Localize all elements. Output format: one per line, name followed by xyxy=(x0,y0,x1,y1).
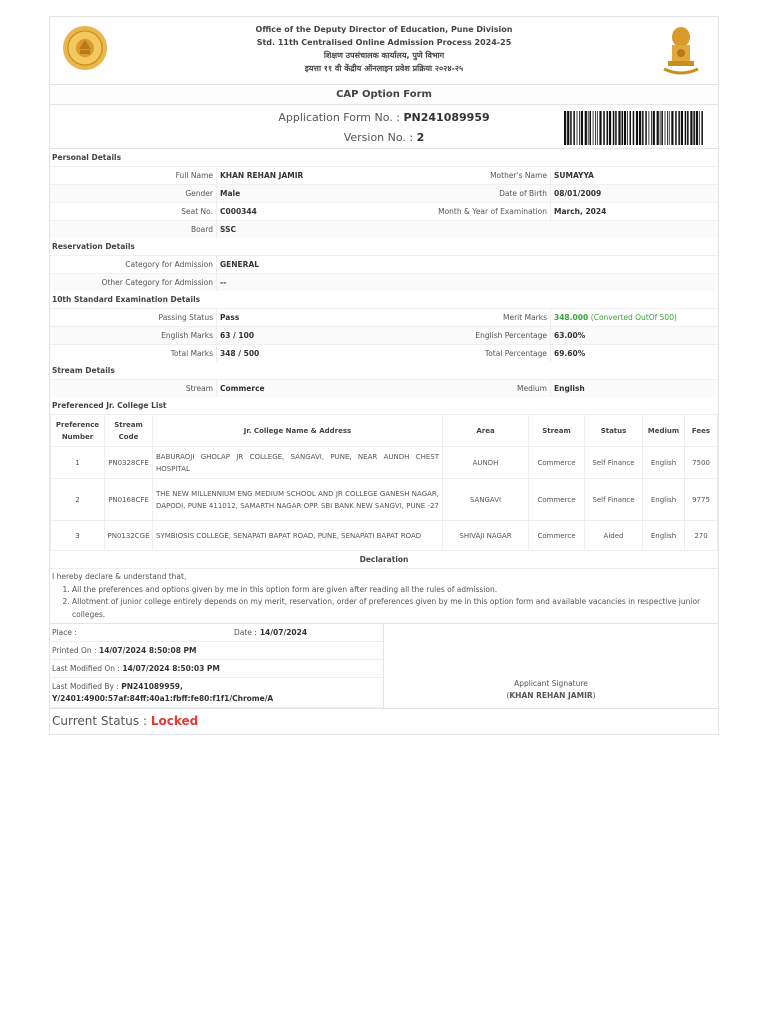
barcode-bar xyxy=(590,111,592,145)
stream: Commerce xyxy=(529,447,585,479)
barcode-bar xyxy=(633,111,635,145)
dob-label: Date of Birth xyxy=(499,189,547,198)
english-percentage-value: 63.00% xyxy=(550,327,718,344)
signature-label: Applicant Signature xyxy=(514,679,588,688)
table-row xyxy=(51,479,718,521)
barcode xyxy=(564,111,706,145)
barcode-bar xyxy=(653,111,655,145)
declaration-point-1: 1. All the preferences and options given by me in this option form are given after reading all the rules of admission. xyxy=(72,584,716,597)
barcode-bar xyxy=(577,111,578,145)
merit-marks-label: Merit Marks xyxy=(503,313,547,322)
modified-by-agent: Y/2401:4900:57af:84ff:40a1:fbff:fe80:f1f1/Chrome/A xyxy=(52,694,274,703)
signature-block xyxy=(384,678,718,702)
col-area: Area xyxy=(443,415,529,447)
signature-name: KHAN REHAN JAMIR xyxy=(509,691,593,700)
status-label: Current Status : xyxy=(52,714,147,728)
area: AUNDH xyxy=(443,447,529,479)
barcode-bar xyxy=(630,111,632,145)
barcode-bar xyxy=(660,111,661,145)
barcode-bar xyxy=(678,111,680,145)
english-percentage-label: English Percentage xyxy=(475,331,547,340)
barcode-bar xyxy=(639,111,641,145)
status: Self Finance xyxy=(585,447,643,479)
printed-on-label: Printed On : xyxy=(52,646,97,655)
medium-label: Medium xyxy=(517,384,547,393)
category-label: Category for Admission xyxy=(125,260,213,269)
passing-status-value: Pass xyxy=(216,309,386,326)
col-fees: Fees xyxy=(685,415,718,447)
passing-status-label: Passing Status xyxy=(158,313,213,322)
personal-row-4 xyxy=(50,220,718,238)
exam10-row-2 xyxy=(50,326,718,344)
form-header xyxy=(50,17,718,85)
application-number: PN241089959 xyxy=(403,111,490,124)
version-number: 2 xyxy=(416,131,425,144)
stream-value: Commerce xyxy=(216,380,386,397)
personal-row-1 xyxy=(50,166,718,184)
declaration-title: Declaration xyxy=(50,551,718,569)
place-label: Place : xyxy=(52,628,77,637)
footer-left xyxy=(50,624,384,708)
barcode-bar xyxy=(593,111,594,145)
ashoka-emblem-icon xyxy=(658,23,704,77)
header-line-4: इयत्ता ११ वी केंद्रीय ऑनलाइन प्रवेश प्रक्रिया २०२४-२५ xyxy=(304,64,464,73)
signature-name-line: (KHAN REHAN JAMIR) xyxy=(506,691,596,700)
stream-row xyxy=(50,379,718,397)
barcode-bar xyxy=(693,111,695,145)
barcode-bar xyxy=(599,111,601,145)
merit-note: (Converted OutOf 500) xyxy=(590,313,677,322)
barcode-bar xyxy=(701,111,703,145)
date-label: Date : xyxy=(234,628,257,637)
barcode-bar xyxy=(622,111,624,145)
full-name-value: KHAN REHAN JAMIR xyxy=(216,167,386,184)
date-value: 14/07/2024 xyxy=(259,628,308,637)
modified-by-value: PN241089959, xyxy=(121,682,183,691)
status: Aided xyxy=(585,521,643,551)
barcode-bar xyxy=(618,111,620,145)
cap-option-form xyxy=(49,16,719,735)
col-status: Status xyxy=(585,415,643,447)
barcode-bar xyxy=(607,111,609,145)
col-college-name: Jr. College Name & Address xyxy=(153,415,443,447)
mother-name-value: SUMAYYA xyxy=(550,167,718,184)
barcode-bar xyxy=(585,111,587,145)
barcode-bar xyxy=(613,111,615,145)
area: SHIVAJI NAGAR xyxy=(443,521,529,551)
stream-code: PN0328CFE xyxy=(105,447,153,479)
modified-on-line xyxy=(50,660,383,678)
header-line-3: शिक्षण उपसंचालक कार्यालय, पुणे विभाग xyxy=(323,51,445,60)
barcode-bar xyxy=(681,111,683,145)
declaration-points xyxy=(52,584,716,622)
barcode-bar xyxy=(661,111,663,145)
barcode-bar xyxy=(624,111,626,145)
barcode-bar xyxy=(581,111,583,145)
seat-label: Seat No. xyxy=(181,207,213,216)
form-footer xyxy=(50,623,718,708)
stream: Commerce xyxy=(529,479,585,521)
merit-marks-value xyxy=(550,309,718,326)
medium-value: English xyxy=(550,380,718,397)
reservation-row-1 xyxy=(50,255,718,273)
stream-code: PN0168CFE xyxy=(105,479,153,521)
declaration-point-2: 2. Allotment of junior college entirely depends on my merit, reservation, order of preferences given by me in this option form and available vacancies in respective junior colleges. xyxy=(72,596,716,621)
other-category-value: -- xyxy=(216,274,718,291)
fees: 270 xyxy=(685,521,718,551)
exam-label: Month & Year of Examination xyxy=(438,207,547,216)
exam10-row-1 xyxy=(50,308,718,326)
col-preference-number: Preference Number xyxy=(51,415,105,447)
modified-on-value: 14/07/2024 8:50:03 PM xyxy=(122,664,220,673)
stream-label: Stream xyxy=(185,384,213,393)
stream-code: PN0132CGE xyxy=(105,521,153,551)
barcode-bar xyxy=(685,111,687,145)
application-number-label: Application Form No. : xyxy=(278,111,400,124)
total-percentage-label: Total Percentage xyxy=(484,349,547,358)
college-list-heading: Preferenced Jr. College List xyxy=(52,401,167,410)
other-category-label: Other Category for Admission xyxy=(101,278,213,287)
modified-by-line xyxy=(50,678,383,708)
medium: English xyxy=(643,521,685,551)
english-marks-value: 63 / 100 xyxy=(216,327,386,344)
exam-value: March, 2024 xyxy=(550,203,718,220)
barcode-bar xyxy=(690,111,692,145)
college-name: BABURAOJI GHOLAP JR COLLEGE, SANGAVI, PUNE, NEAR AUNDH CHEST HOSPITAL xyxy=(153,447,443,479)
personal-row-2 xyxy=(50,184,718,202)
barcode-bar xyxy=(627,111,628,145)
stream-details-heading: Stream Details xyxy=(52,366,115,375)
total-marks-label: Total Marks xyxy=(170,349,213,358)
college-preference-table xyxy=(50,414,718,551)
category-value: GENERAL xyxy=(216,256,718,273)
english-marks-label: English Marks xyxy=(161,331,213,340)
barcode-bar xyxy=(573,111,575,145)
barcode-bar xyxy=(603,111,605,145)
table-row xyxy=(51,521,718,551)
col-stream: Stream xyxy=(529,415,585,447)
fees: 9775 xyxy=(685,479,718,521)
full-name-label: Full Name xyxy=(175,171,213,180)
barcode-bar xyxy=(609,111,611,145)
dob-value: 08/01/2009 xyxy=(550,185,718,202)
barcode-bar xyxy=(567,111,569,145)
board-value: SSC xyxy=(216,221,718,238)
gender-label: Gender xyxy=(185,189,213,198)
form-title: CAP Option Form xyxy=(50,85,718,105)
preference-number: 1 xyxy=(51,447,105,479)
exam10-row-3 xyxy=(50,344,718,362)
barcode-bar xyxy=(665,111,666,145)
barcode-bar xyxy=(564,111,566,145)
status-badge: Locked xyxy=(150,714,199,728)
declaration-intro: I hereby declare & understand that, xyxy=(52,572,187,581)
modified-by-label: Last Modified By : xyxy=(52,682,119,691)
board-label: Board xyxy=(190,225,213,234)
col-stream-code: Stream Code xyxy=(105,415,153,447)
place-date-line xyxy=(50,624,383,642)
current-status xyxy=(50,708,718,734)
barcode-bar xyxy=(675,111,677,145)
header-line-1: Office of the Deputy Director of Education, Pune Division xyxy=(255,25,513,34)
barcode-bar xyxy=(699,111,700,145)
preference-number: 3 xyxy=(51,521,105,551)
barcode-bar xyxy=(671,111,673,145)
barcode-bar xyxy=(642,111,644,145)
college-name: THE NEW MILLENNIUM ENG MEDIUM SCHOOL AND JR COLLEGE GANESH NAGAR, DAPODI, PUNE 411012, SAMARTH NAGAR OPP. SBI BANK NEW SANGVI, PUNE -27 xyxy=(153,479,443,521)
barcode-bar xyxy=(588,111,589,145)
table-header-row xyxy=(51,415,718,447)
barcode-bar xyxy=(597,111,598,145)
seat-value: C000344 xyxy=(216,203,386,220)
printed-on-line xyxy=(50,642,383,660)
modified-on-label: Last Modified On : xyxy=(52,664,120,673)
maharashtra-seal-icon xyxy=(62,25,108,71)
col-medium: Medium xyxy=(643,415,685,447)
barcode-bar xyxy=(595,111,596,145)
barcode-bar xyxy=(649,111,650,145)
declaration-text xyxy=(50,569,718,623)
status: Self Finance xyxy=(585,479,643,521)
barcode-bar xyxy=(657,111,659,145)
barcode-bar xyxy=(579,111,580,145)
fees: 7500 xyxy=(685,447,718,479)
stream: Commerce xyxy=(529,521,585,551)
barcode-bar xyxy=(636,111,638,145)
preference-number: 2 xyxy=(51,479,105,521)
college-name: SYMBIOSIS COLLEGE, SENAPATI BAPAT ROAD, PUNE, SENAPATI BAPAT ROAD xyxy=(153,521,443,551)
barcode-bar xyxy=(615,111,617,145)
barcode-bar xyxy=(651,111,652,145)
personal-details-heading: Personal Details xyxy=(52,153,122,162)
barcode-bar xyxy=(645,111,647,145)
mother-name-label: Mother's Name xyxy=(490,171,547,180)
reservation-row-2 xyxy=(50,273,718,291)
barcode-bar xyxy=(696,111,698,145)
barcode-bar xyxy=(570,111,572,145)
printed-on-value: 14/07/2024 8:50:08 PM xyxy=(98,646,197,655)
total-percentage-value: 69.60% xyxy=(550,345,718,362)
table-row xyxy=(51,447,718,479)
barcode-bar xyxy=(687,111,689,145)
total-marks-value: 348 / 500 xyxy=(216,345,386,362)
footer-right xyxy=(384,624,718,708)
personal-row-3 xyxy=(50,202,718,220)
version-label: Version No. : xyxy=(343,131,414,144)
merit-marks: 348.000 xyxy=(554,313,589,322)
gender-value: Male xyxy=(216,185,386,202)
medium: English xyxy=(643,447,685,479)
reservation-details-heading: Reservation Details xyxy=(52,242,135,251)
medium: English xyxy=(643,479,685,521)
barcode-bar xyxy=(669,111,670,145)
header-line-2: Std. 11th Centralised Online Admission Process 2024-25 xyxy=(256,38,512,47)
barcode-bar xyxy=(667,111,668,145)
application-block xyxy=(50,105,718,149)
area: SANGAVI xyxy=(443,479,529,521)
exam10-details-heading: 10th Standard Examination Details xyxy=(52,295,201,304)
